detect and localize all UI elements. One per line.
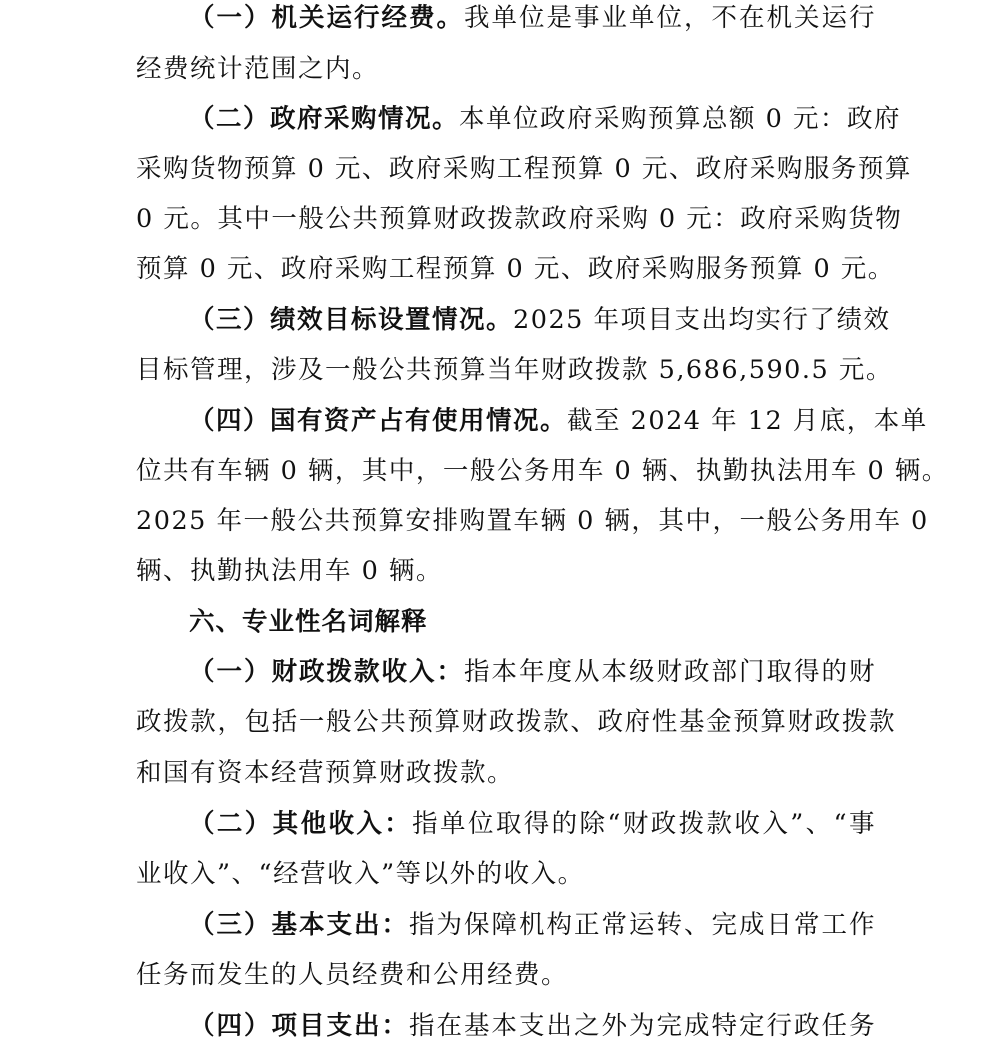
paragraph-line bbox=[189, 403, 928, 453]
definition-heading: （四）项目支出： bbox=[189, 1011, 409, 1041]
paragraph-line: 0 元。其中一般公共预算财政拨款政府采购 0 元：政府采购货物 bbox=[136, 204, 903, 234]
paragraph-text: 我单位是事业单位，不在机关运行 bbox=[464, 3, 876, 33]
paragraph-line bbox=[189, 101, 901, 151]
paragraph-line: 采购货物预算 0 元、政府采购工程预算 0 元、政府采购服务预算 bbox=[136, 154, 912, 184]
definition-line bbox=[189, 806, 876, 856]
definition-heading: （二）其他收入： bbox=[189, 809, 413, 839]
paragraph-text: 本单位政府采购预算总额 0 元：政府 bbox=[459, 104, 901, 134]
paragraph-line: 经费统计范围之内。 bbox=[136, 54, 380, 84]
definition-text: 指为保障机构正常运转、完成日常工作 bbox=[409, 910, 876, 940]
paragraph-line bbox=[189, 0, 876, 50]
definition-text: 指在基本支出之外为完成特定行政任务 bbox=[409, 1011, 876, 1041]
paragraph-line: 2025 年一般公共预算安排购置车辆 0 辆，其中，一般公务用车 0 bbox=[136, 506, 929, 536]
definition-line: 政拨款，包括一般公共预算财政拨款、政府性基金预算财政拨款 bbox=[136, 707, 896, 737]
paragraph-line: 预算 0 元、政府采购工程预算 0 元、政府采购服务预算 0 元。 bbox=[136, 254, 895, 284]
definition-line: 和国有资本经营预算财政拨款。 bbox=[136, 758, 515, 788]
definition-heading: （三）基本支出： bbox=[189, 910, 409, 940]
definition-line bbox=[189, 654, 876, 704]
paragraph-line: 位共有车辆 0 辆，其中，一般公务用车 0 辆、执勤执法用车 0 辆。 bbox=[136, 456, 949, 486]
paragraph-heading: （一）机关运行经费。 bbox=[189, 3, 464, 33]
section-heading: 六、专业性名词解释 bbox=[189, 607, 428, 637]
paragraph-line: 目标管理，涉及一般公共预算当年财政拨款 5,686,590.5 元。 bbox=[136, 355, 893, 385]
definition-line bbox=[189, 1008, 876, 1058]
definition-heading: （一）财政拨款收入： bbox=[189, 657, 464, 687]
paragraph-text: 2025 年项目支出均实行了绩效 bbox=[513, 305, 891, 335]
paragraph-heading: （三）绩效目标设置情况。 bbox=[189, 305, 514, 335]
paragraph-line: 辆、执勤执法用车 0 辆。 bbox=[136, 556, 443, 586]
paragraph-heading: （四）国有资产占有使用情况。 bbox=[189, 406, 568, 436]
definition-line: 任务而发生的人员经费和公用经费。 bbox=[136, 960, 569, 990]
definition-text: 指本年度从本级财政部门取得的财 bbox=[464, 657, 876, 687]
paragraph-heading: （二）政府采购情况。 bbox=[189, 104, 460, 134]
definition-line: 业收入”、“经营收入”等以外的收入。 bbox=[136, 859, 585, 889]
definition-line bbox=[189, 907, 876, 957]
definition-text: 指单位取得的除“财政拨款收入”、“事 bbox=[412, 809, 876, 839]
paragraph-line bbox=[189, 302, 891, 352]
paragraph-text: 截至 2024 年 12 月底，本单 bbox=[567, 406, 928, 436]
